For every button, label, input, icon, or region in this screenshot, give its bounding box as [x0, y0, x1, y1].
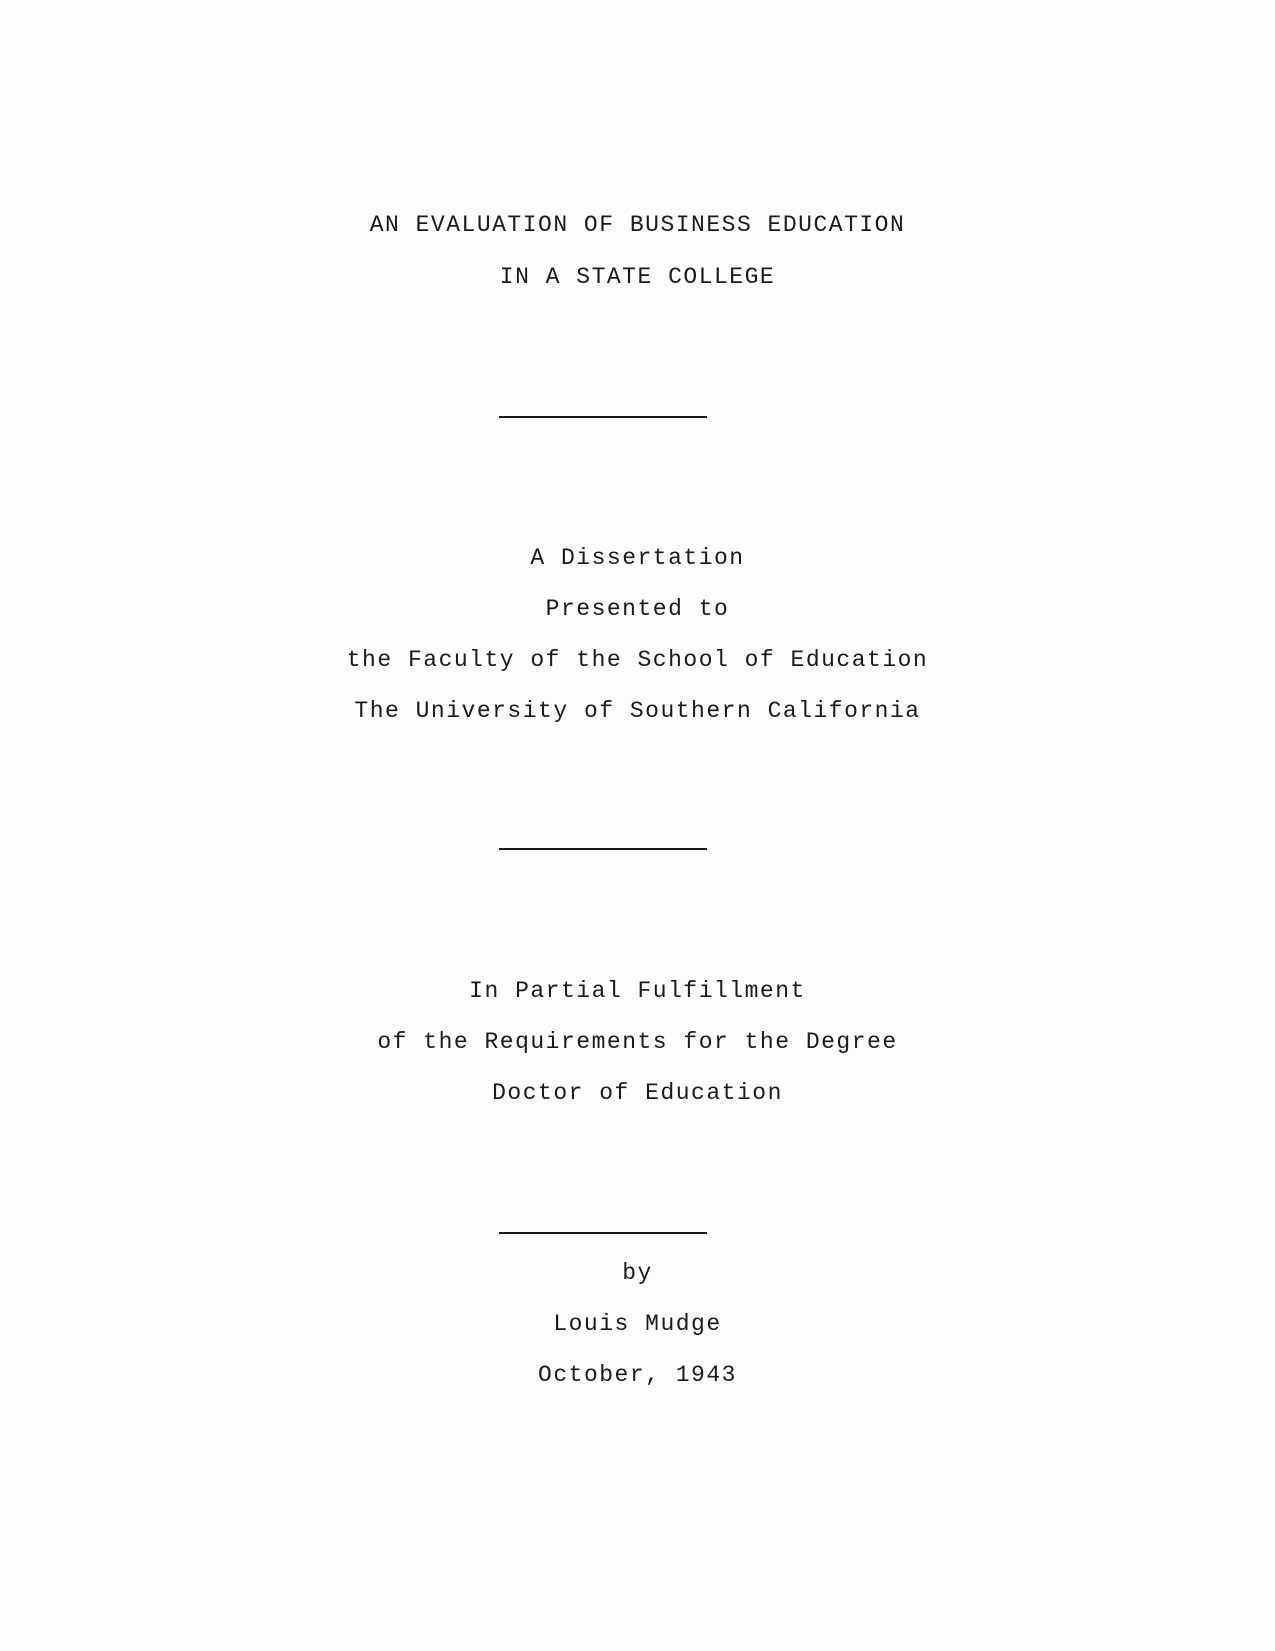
presentation-line-3: the Faculty of the School of Education	[346, 647, 929, 673]
author-name: Louis Mudge	[553, 1311, 722, 1337]
by-label: by	[622, 1260, 653, 1286]
presentation-line-2: Presented to	[545, 596, 730, 622]
fulfillment-line-2: of the Requirements for the Degree	[377, 1029, 898, 1055]
fulfillment-line-3: Doctor of Education	[492, 1080, 783, 1106]
title-line-2: IN A STATE COLLEGE	[499, 264, 776, 290]
divider-rule	[499, 848, 707, 850]
divider-rule	[499, 1232, 707, 1234]
presentation-line-4: The University of Southern California	[354, 698, 921, 724]
divider-rule	[499, 416, 707, 418]
presentation-line-1: A Dissertation	[530, 545, 745, 571]
fulfillment-line-1: In Partial Fulfillment	[469, 978, 806, 1004]
submission-date: October, 1943	[538, 1362, 737, 1388]
title-line-1: AN EVALUATION OF BUSINESS EDUCATION	[369, 212, 906, 238]
